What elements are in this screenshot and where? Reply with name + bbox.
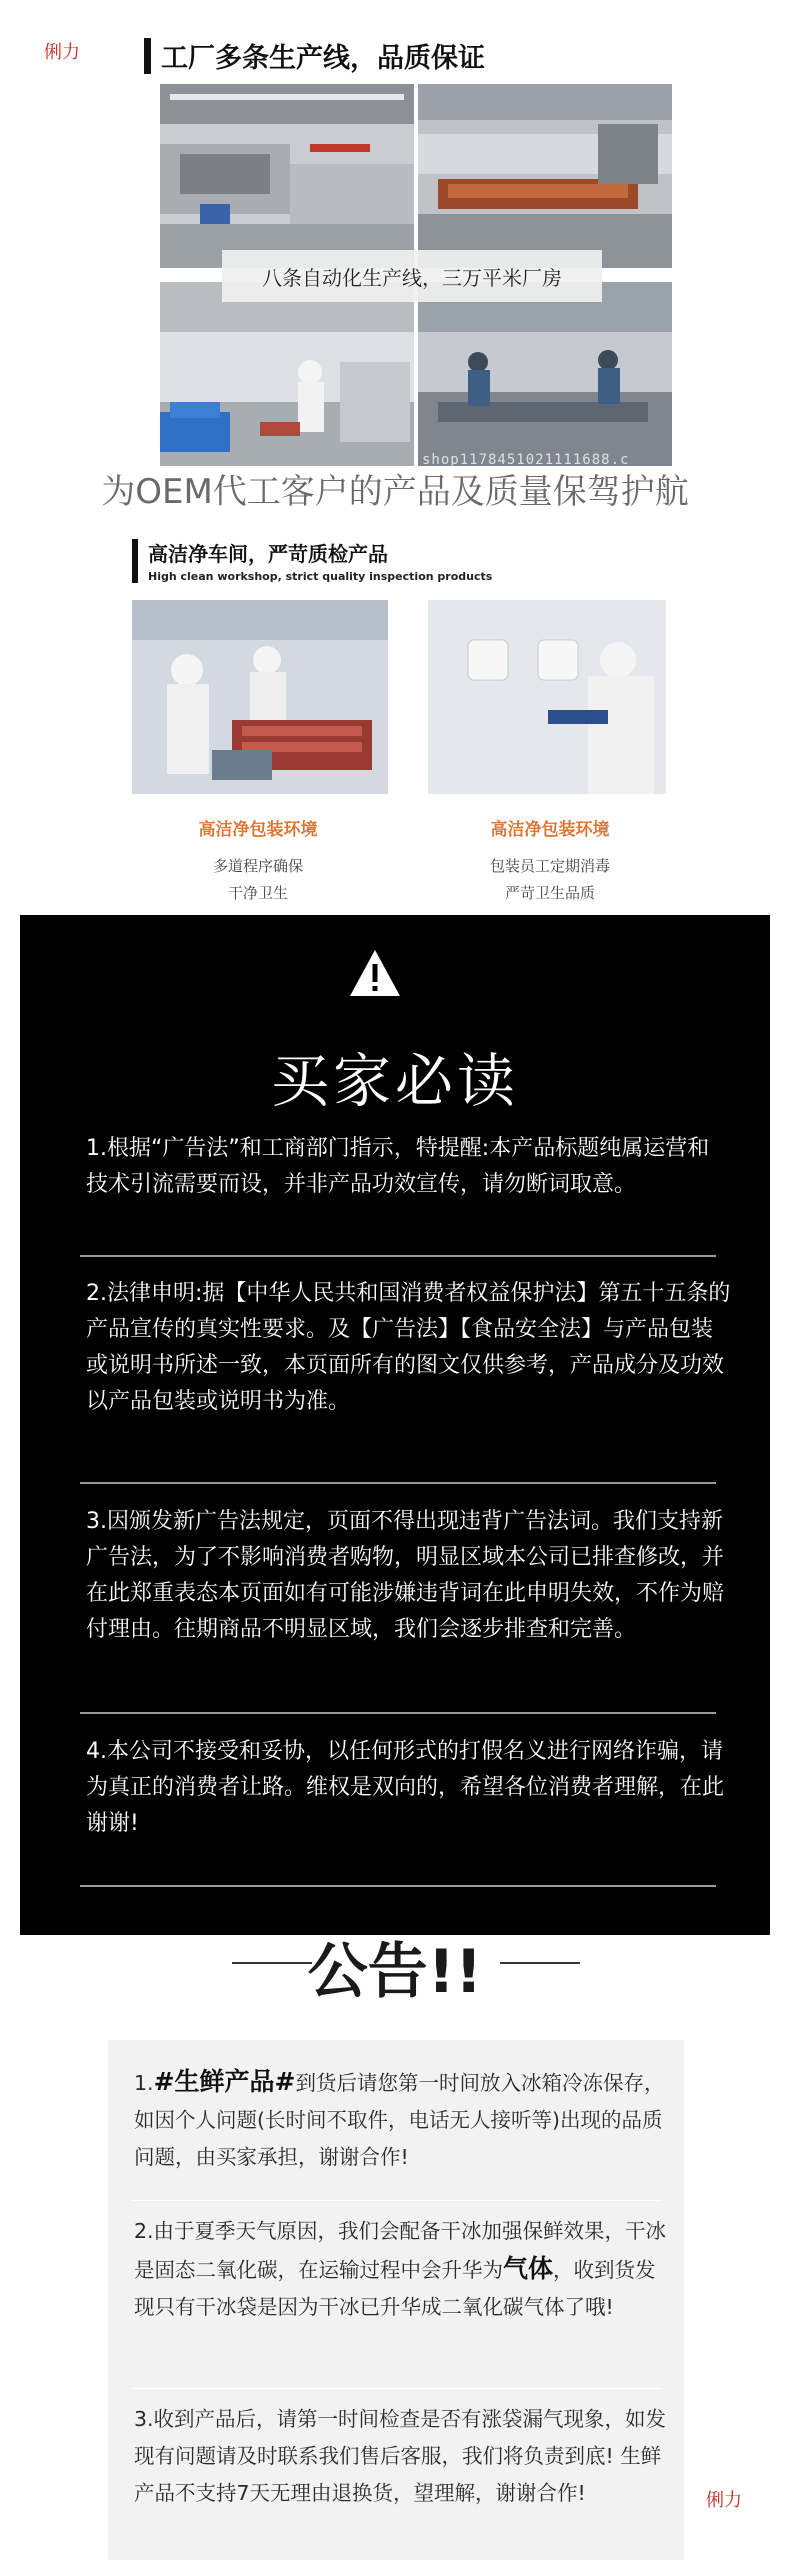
factory-photo-production-line	[160, 84, 414, 268]
buyer-notice-title: 买家必读	[270, 1047, 519, 1115]
announcement-item-dry-ice	[134, 2213, 674, 2326]
env-label-right: 高洁净包装环境	[490, 820, 610, 840]
item-text: ，收到货发现只有干冰袋是因为干冰已升华成二氧化碳气体了哦!	[134, 2258, 656, 2319]
title-bar	[144, 38, 151, 74]
item-text: 2.由于夏季天气原因，我们会配备干冰加强保鲜效果，干冰是固态二氧化碳，在运输过程中会升华为	[134, 2219, 667, 2282]
notice-item: 1.根据“广告法”和工商部门指示，特提醒:本产品标题纯属运营和技术引流需要而设，并非产品功效宣传，请勿断词取意。	[86, 1136, 710, 1197]
env-label-left: 高洁净包装环境	[198, 820, 318, 840]
announcement-item-inspection: 3.收到产品后，请第一时间检查是否有涨袋漏气现象，如发现有问题请及时联系我们售后客服，我们将负责到底! 生鲜产品不支持7天无理由退换货，望理解，谢谢合作!	[134, 2407, 667, 2505]
notice-item: 2.法律申明:据【中华人民共和国消费者权益保护法】第五十五条的产品宣传的真实性要求。及【广告法】【食品安全法】与产品包装或说明书所述一致，本页面所有的图文仅供参考，产品成分及功效以产品包装或说明书为准。	[86, 1281, 731, 1414]
brand-mark-bottom: 俐力	[706, 2490, 742, 2511]
warning-icon	[348, 948, 402, 998]
gas-highlight: 气体	[503, 2254, 554, 2283]
notice-item: 3.因颁发新广告法规定，页面不得出现违背广告法词。我们支持新广告法，为了不影响消费者购物，明显区域本公司已排查修改，并在此郑重表态本页面如有可能涉嫌违背词在此申明失效，不作为赔付理由。往期商品不明显区域，我们会逐步排查和完善。	[86, 1509, 725, 1642]
brand-mark-top: 俐力	[44, 42, 80, 63]
factory-title-text: 工厂多条生产线，品质保证	[161, 43, 485, 74]
item-prefix: 1.	[134, 2071, 154, 2095]
clean-workshop-title	[132, 538, 492, 583]
oem-slogan: 为OEM代工客户的产品及质量保驾护航	[101, 472, 689, 512]
announcement-item-fresh	[134, 2063, 674, 2176]
clean-title-text: 高洁净车间，严苛质检产品	[148, 542, 388, 566]
env-right-line2: 严苛卫生品质	[504, 884, 595, 902]
env-left-line1: 多道程序确保	[212, 857, 303, 875]
env-right-line1: 包装员工定期消毒	[489, 857, 610, 875]
title-bar	[132, 539, 138, 583]
title-dash-right	[500, 1962, 580, 1964]
clean-workshop-photo-sanitizing	[428, 600, 666, 794]
factory-caption: 八条自动化生产线，三万平米厂房	[222, 250, 602, 302]
shop-watermark: shop1178451021111688.c	[422, 452, 630, 468]
divider	[132, 2200, 662, 2201]
divider	[132, 2388, 662, 2389]
factory-photo-workers-crates	[160, 282, 414, 466]
factory-photo-conveyor	[418, 84, 672, 268]
divider	[80, 1482, 716, 1484]
notice-item: 4.本公司不接受和妥协，以任何形式的打假名义进行网络诈骗，请为真正的消费者让路。维权是双向的，希望各位消费者理解，在此谢谢!	[86, 1739, 725, 1836]
factory-section-title	[144, 36, 485, 75]
item-text: 到货后请您第一时间放入冰箱冷冻保存，如因个人问题(长时间不取件，电话无人接听等)出现的品质问题，由买家承担，谢谢合作!	[134, 2071, 665, 2169]
divider	[80, 1712, 716, 1714]
fresh-product-highlight: #生鲜产品#	[153, 2067, 296, 2096]
divider	[80, 1885, 716, 1887]
divider	[80, 1255, 716, 1257]
announcement-title: 公告!!	[307, 1937, 483, 2007]
clean-workshop-photo-packing	[132, 600, 388, 794]
env-left-line2: 干净卫生	[227, 884, 288, 902]
clean-subtitle-text: High clean workshop, strict quality inspection products	[148, 570, 493, 583]
factory-photo-packing	[418, 282, 672, 466]
